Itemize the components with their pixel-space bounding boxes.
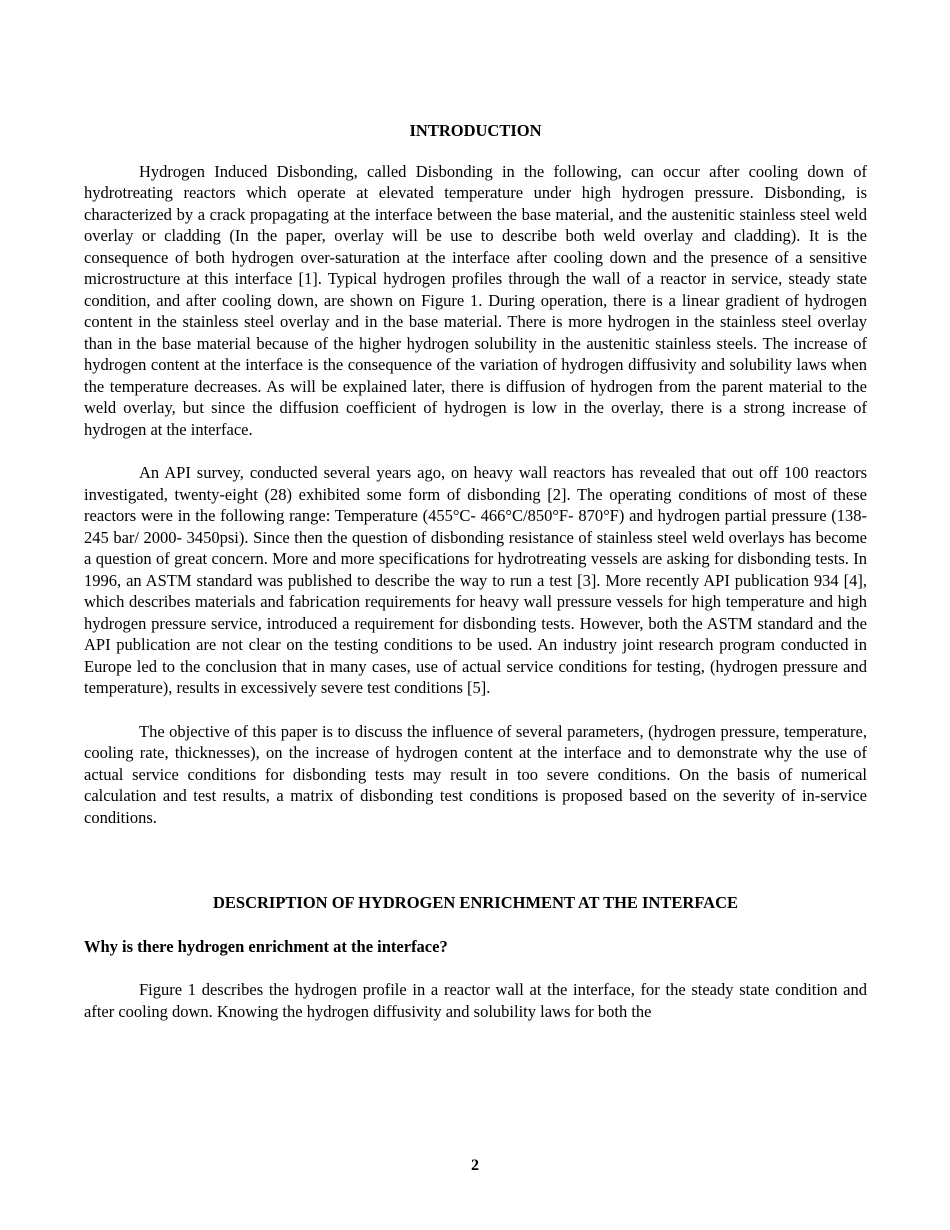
spacer — [84, 828, 867, 892]
paragraph-intro-2: An API survey, conducted several years ago, on heavy wall reactors has revealed that out off 100 reactors investigated, twenty-eight (28) exhibited some form of disbonding [2]. The operating conditions of most of these reactors were in the following range: Temperature (455°C- 466°C/850°F- 870°F) and hydrogen partial pressure (138- 245 bar/ 2000- 3450psi). Since then the question of disbonding resistance of stainless steel weld overlays has become a question of great concern. More and more specifications for hydrotreating vessels are asking for disbonding tests. In 1996, an ASTM standard was published to describe the way to run a test [3]. More recently API publication 934 [4], which describes materials and fabrication requirements for heavy wall pressure vessels for high temperature and high hydrogen pressure service, introduced a requirement for disbonding tests. However, both the ASTM standard and the API publication are not clear on the testing conditions to be used. An industry joint research program conducted in Europe led to the conclusion that in many cases, use of actual service conditions for testing, (hydrogen pressure and temperature), results in excessively severe test conditions [5]. — [84, 463, 867, 697]
paragraph-intro-3: The objective of this paper is to discuss the influence of several parameters, (hydrogen pressure, temperature, cooling rate, thicknesses), on the increase of hydrogen content at the interface and to demonstrate why the use of actual service conditions for disbonding tests may result in too severe conditions. On the basis of numerical calculation and test results, a matrix of disbonding test conditions is proposed based on the severity of in-service conditions. — [84, 721, 867, 827]
page-number: 2 — [471, 1157, 479, 1174]
spacer — [84, 914, 867, 936]
section-heading-introduction: INTRODUCTION — [409, 121, 542, 140]
page-body — [84, 120, 867, 1022]
spacer — [84, 699, 867, 721]
paragraph-intro-1: Hydrogen Induced Disbonding, called Disbonding in the following, can occur after cooling down of hydrotreating reactors which operate at elevated temperature under high hydrogen pressure. Disbonding, is characterized by a crack propagating at the interface between the base material, and the austenitic stainless steel weld overlay or cladding (In the paper, overlay will be use to describe both weld overlay and cladding). It is the consequence of both hydrogen over-saturation at the interface after cooling down and the presence of a sensitive microstructure at this interface [1]. Typical hydrogen profiles through the wall of a reactor in service, steady state condition, and after cooling down, are shown on Figure 1. During operation, there is a linear gradient of hydrogen content in the stainless steel overlay and in the base material. There is more hydrogen in the stainless steel overlay than in the base material because of the higher hydrogen solubility in the austenitic stainless steels. The increase of hydrogen content at the interface is the consequence of the variation of hydrogen diffusivity and solubility laws when the temperature decreases. As will be explained later, there is diffusion of hydrogen from the parent material to the weld overlay, but since the diffusion coefficient of hydrogen is low in the overlay, there is a strong increase of hydrogen at the interface. — [84, 161, 867, 439]
paragraph-enrichment-1: Figure 1 describes the hydrogen profile in a reactor wall at the interface, for the steady state condition and after cooling down. Knowing the hydrogen diffusivity and solubility laws for both the — [84, 980, 867, 1021]
spacer — [84, 440, 867, 462]
spacer — [84, 142, 867, 161]
subsection-heading-why-enrichment: Why is there hydrogen enrichment at the interface? — [84, 936, 448, 956]
section-heading-hydrogen-enrichment: DESCRIPTION OF HYDROGEN ENRICHMENT AT THE INTERFACE — [212, 893, 739, 912]
spacer — [84, 957, 867, 979]
